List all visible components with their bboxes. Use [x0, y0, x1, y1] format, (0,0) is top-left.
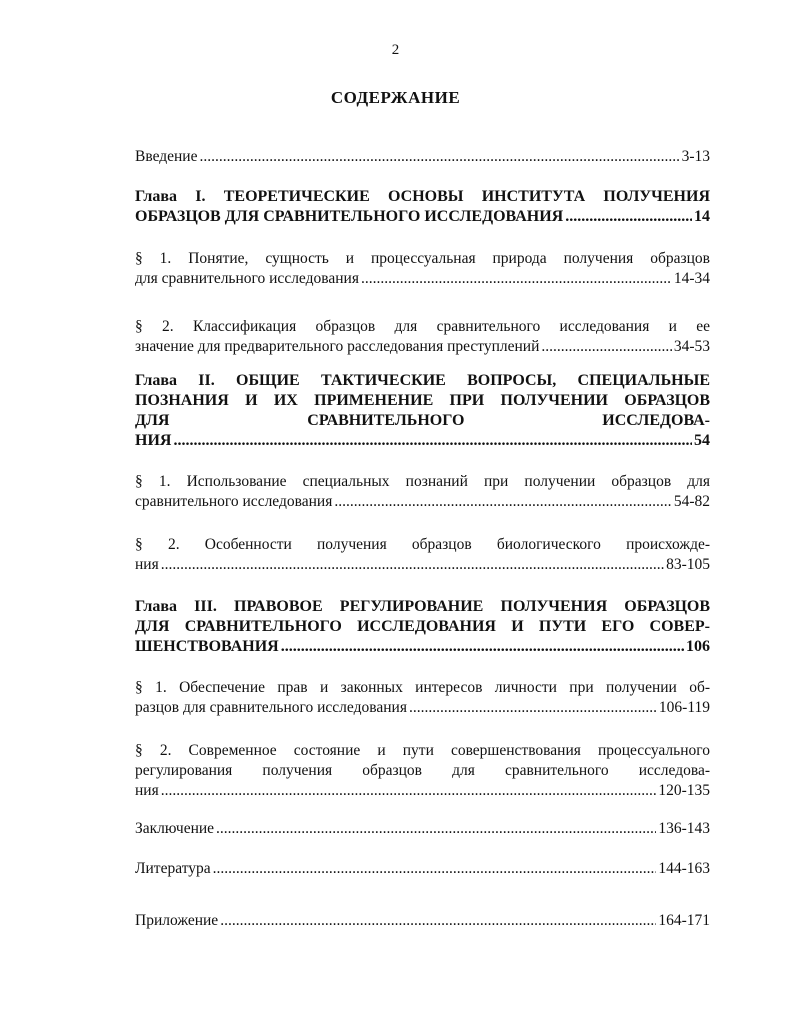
toc-entry-pages: 83-105 — [666, 556, 710, 573]
dot-leader — [173, 431, 692, 451]
toc-entry-pages: 136-143 — [658, 820, 710, 837]
toc-entry-line — [135, 431, 710, 451]
toc-entry-line — [135, 249, 710, 269]
dot-leader — [565, 207, 692, 227]
toc-entry-pages: 106-119 — [658, 699, 710, 716]
toc-entry-line — [135, 207, 710, 227]
toc-entry-text: § 1. Использование специальных познаний при получении образцов для — [135, 473, 710, 490]
dot-leader — [334, 492, 671, 512]
toc-entry — [135, 147, 710, 167]
toc-entry-text: регулирования получения образцов для сравнительного исследова- — [135, 762, 710, 779]
toc-entry-pages: 144-163 — [658, 860, 710, 877]
toc-entry-line — [135, 859, 710, 879]
toc-entry-line — [135, 147, 710, 167]
toc-entry-line — [135, 269, 710, 289]
toc-entry-text: § 1. Обеспечение прав и законных интересов личности при получении об- — [135, 679, 710, 696]
toc-entry-text: Глава III. ПРАВОВОЕ РЕГУЛИРОВАНИЕ ПОЛУЧЕНИЯ ОБРАЗЦОВ — [135, 598, 710, 615]
toc-entry-text: § 2. Классификация образцов для сравнительного исследования и ее — [135, 318, 710, 335]
toc-entry — [135, 859, 710, 879]
toc-entry-text: Глава I. ТЕОРЕТИЧЕСКИЕ ОСНОВЫ ИНСТИТУТА ПОЛУЧЕНИЯ — [135, 188, 710, 205]
toc-entry — [135, 371, 710, 451]
toc-entry-pages: 54 — [694, 432, 710, 449]
toc-entry-line — [135, 617, 710, 637]
toc-entry-text: НИЯ — [135, 432, 172, 449]
toc-entry-text: Заключение — [135, 820, 215, 837]
toc-entry-text: Глава II. ОБЩИЕ ТАКТИЧЕСКИЕ ВОПРОСЫ, СПЕЦИАЛЬНЫЕ — [135, 372, 710, 389]
toc-entry-text: ДЛЯ СРАВНИТЕЛЬНОГО ИССЛЕДОВАНИЯ И ПУТИ ЕГО СОВЕР- — [135, 618, 710, 635]
toc-entry-text: для сравнительного исследования — [135, 270, 359, 287]
toc-entry-line — [135, 597, 710, 617]
dot-leader — [161, 555, 664, 575]
page-title: СОДЕРЖАНИЕ — [330, 88, 461, 107]
toc-entry-text: ОБРАЗЦОВ ДЛЯ СРАВНИТЕЛЬНОГО ИССЛЕДОВАНИЯ — [135, 208, 564, 225]
toc-entry-text: ДЛЯ СРАВНИТЕЛЬНОГО ИССЛЕДОВА- — [135, 412, 710, 429]
toc-entry-text: Введение — [135, 148, 198, 165]
toc-entry-line — [135, 187, 710, 207]
toc-entry-line — [135, 317, 710, 337]
toc-entry-pages: 3-13 — [681, 148, 710, 165]
toc-entry-line — [135, 741, 710, 761]
toc-entry-pages: 164-171 — [658, 912, 710, 929]
toc-entry-text: ПОЗНАНИЯ И ИХ ПРИМЕНЕНИЕ ПРИ ПОЛУЧЕНИИ ОБРАЗЦОВ — [135, 392, 710, 409]
toc-entry-line — [135, 761, 710, 781]
toc-entry — [135, 535, 710, 575]
toc-entry — [135, 187, 710, 227]
toc-entry-text: сравнительного исследования — [135, 493, 333, 510]
toc-entry-pages: 106 — [686, 638, 710, 655]
toc-entry-pages: 120-135 — [658, 782, 710, 799]
toc-entry-line — [135, 911, 710, 931]
dot-leader — [361, 269, 672, 289]
toc-entry-text: § 2. Особенности получения образцов биологического происхожде- — [135, 536, 710, 553]
toc-entry-line — [135, 781, 710, 801]
toc-entry-line — [135, 411, 710, 431]
toc-entry-text: § 1. Понятие, сущность и процессуальная природа получения образцов — [135, 250, 710, 267]
toc-entry-pages: 34-53 — [673, 338, 710, 355]
toc-entry — [135, 472, 710, 512]
page-number: 2 — [391, 42, 400, 58]
toc-entry-line — [135, 678, 710, 698]
toc-entry-text: § 2. Современное состояние и пути совершенствования процессуального — [135, 742, 710, 759]
dot-leader — [409, 698, 657, 718]
toc-entry-line — [135, 472, 710, 492]
dot-leader — [281, 637, 684, 657]
toc-entry-text: значение для предварительного расследования преступлений — [135, 338, 540, 355]
toc-entry-text: Приложение — [135, 912, 219, 929]
toc-entry-pages: 54-82 — [673, 493, 710, 510]
dot-leader — [213, 859, 657, 879]
dot-leader — [199, 147, 679, 167]
toc-entry — [135, 249, 710, 289]
dot-leader — [220, 911, 656, 931]
toc-entry-line — [135, 819, 710, 839]
toc-entry-text: ШЕНСТВОВАНИЯ — [135, 638, 279, 655]
toc-entry — [135, 678, 710, 718]
toc-entry-line — [135, 391, 710, 411]
toc-entry — [135, 597, 710, 657]
toc-entry-text: ния — [135, 782, 159, 799]
toc-entry-line — [135, 492, 710, 512]
toc-entry-text: разцов для сравнительного исследования — [135, 699, 407, 716]
toc-entry-pages: 14-34 — [673, 270, 710, 287]
toc-entry-line — [135, 371, 710, 391]
toc-entry — [135, 819, 710, 839]
toc-entry — [135, 317, 710, 357]
dot-leader — [541, 337, 671, 357]
toc-entry — [135, 741, 710, 801]
toc-entry-text: ния — [135, 556, 159, 573]
toc-entry-line — [135, 637, 710, 657]
toc-entry-text: Литература — [135, 860, 211, 877]
toc-entry-line — [135, 337, 710, 357]
toc-entry-line — [135, 555, 710, 575]
toc-entry-line — [135, 535, 710, 555]
dot-leader — [216, 819, 656, 839]
dot-leader — [161, 781, 657, 801]
toc-entry-line — [135, 698, 710, 718]
toc-entry — [135, 911, 710, 931]
toc-entry-pages: 14 — [694, 208, 710, 225]
